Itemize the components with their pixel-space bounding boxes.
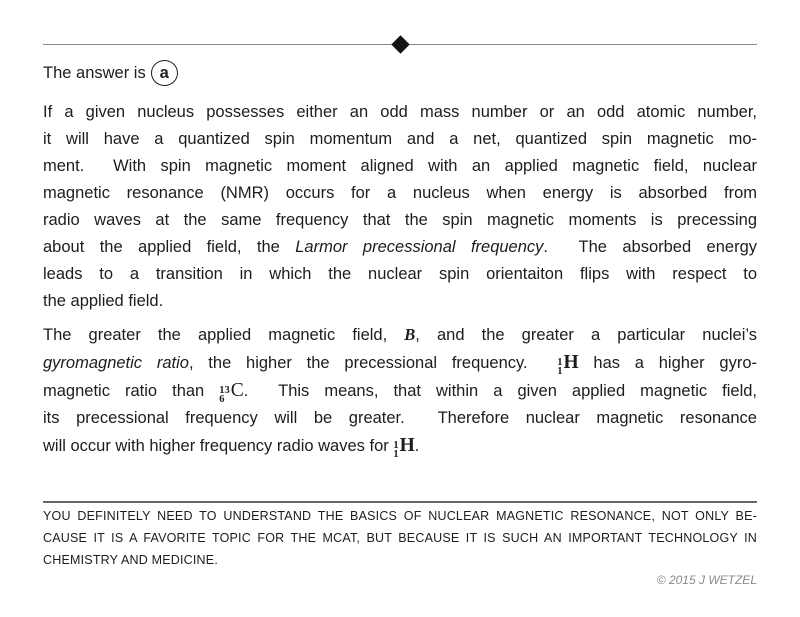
text-line: will occur with higher frequency radio waves for 1 1 H.: [43, 432, 757, 460]
text-line: the applied field.: [43, 292, 164, 310]
commentary-note: [43, 505, 757, 571]
answer-page: [0, 37, 800, 587]
text-line: YOU DEFINITELY NEED TO UNDERSTAND THE BASICS OF NUCLEAR MAGNETIC RESONANCE, NOT ONLY BE-: [43, 509, 757, 523]
text-line: magnetic ratio than 13 6 C. This means, that within a given applied magnetic field,: [43, 377, 757, 405]
text-line: If a given nucleus possesses either an odd mass number or an odd atomic number,: [43, 103, 757, 121]
paragraph: [43, 321, 757, 460]
text-line: radio waves at the same frequency that the spin magnetic moments is precessing: [43, 211, 757, 229]
answer-letter: a: [159, 63, 169, 82]
isotope-H: 1 1 H: [393, 435, 415, 460]
paragraph: [43, 99, 757, 315]
text-line: it will have a quantized spin momentum and a net, quantized spin magnetic mo-: [43, 130, 757, 148]
isotope-H: 1 1 H: [557, 352, 579, 377]
bottom-divider: [43, 501, 757, 503]
divider-line-left: [43, 44, 392, 45]
copyright-notice: © 2015 J WETZEL: [656, 573, 757, 587]
explanation-text: [43, 99, 757, 460]
answer-letter-badge: [151, 60, 178, 86]
divider-line-right: [409, 44, 758, 45]
diamond-icon: [391, 35, 409, 53]
top-divider: [43, 37, 757, 51]
text-line: CHEMISTRY AND MEDICINE.: [43, 553, 218, 567]
text-line: gyromagnetic ratio, the higher the precessional frequency. 1 1 H has a higher gyro-: [43, 349, 757, 377]
answer-statement: [43, 59, 757, 87]
text-line: its precessional frequency will be greater. Therefore nuclear magnetic resonance: [43, 409, 757, 427]
text-line: leads to a transition in which the nuclear spin orientaiton flips with respect to: [43, 265, 757, 283]
text-line: CAUSE IT IS A FAVORITE TOPIC FOR THE MCAT, BUT BECAUSE IT IS SUCH AN IMPORTANT TECHNOLOGY IN: [43, 531, 757, 545]
text-line: The greater the applied magnetic field, B, and the greater a particular nuclei’s: [43, 325, 758, 344]
text-line: ment. With spin magnetic moment aligned with an applied magnetic field, nuclear: [43, 157, 757, 175]
text-line: magnetic resonance (NMR) occurs for a nucleus when energy is absorbed from: [43, 184, 757, 202]
answer-prefix: The answer is: [43, 63, 146, 82]
isotope-C: 13 6 C: [219, 380, 244, 405]
text-line: about the applied field, the Larmor precessional frequency. The absorbed energy: [43, 238, 758, 256]
